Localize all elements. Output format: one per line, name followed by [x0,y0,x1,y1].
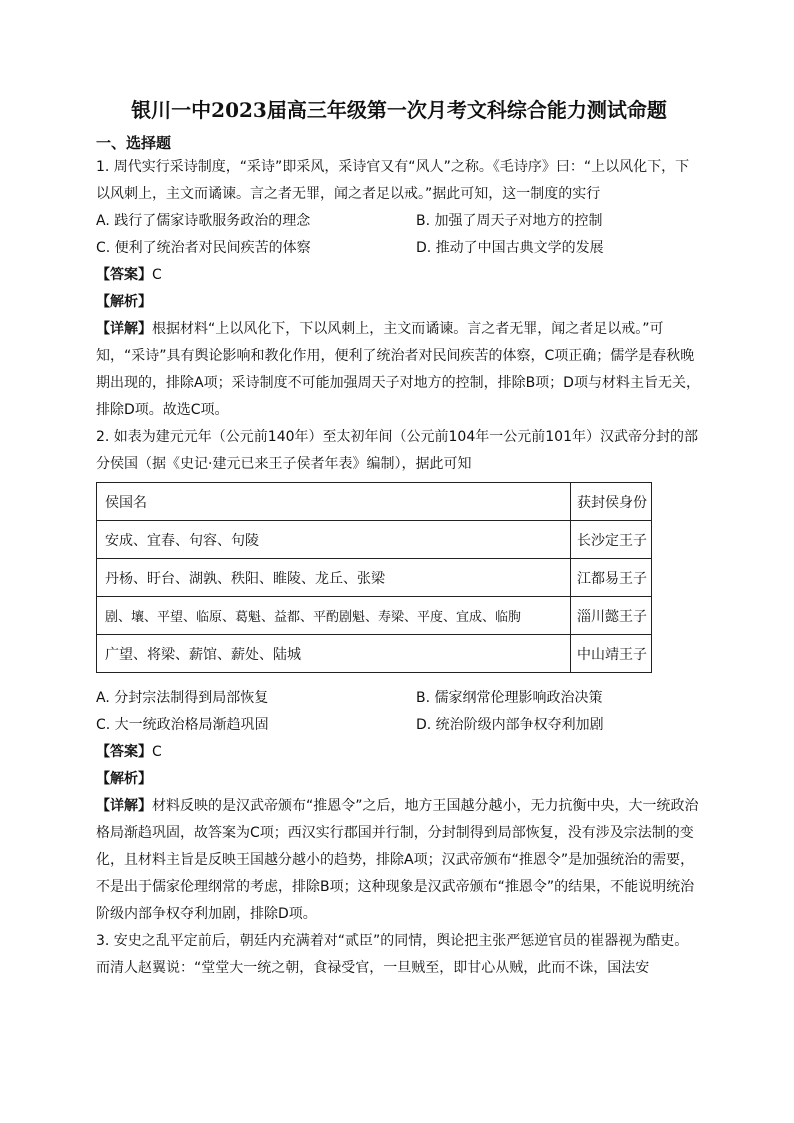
answer-value: C [152,267,162,283]
question-3-stem: 3. 安史之乱平定前后，朝廷内充满着对“贰臣”的同情，舆论把主张严惩逆官员的崔器视为酷吏。而清人赵翼说：“堂堂大一统之朝，食禄受官，一旦贼至，即甘心从贼，此而不诛，国法安 [96,933,689,976]
table-cell: 丹杨、盱台、湖孰、秩阳、睢陵、龙丘、张梁 [97,559,571,597]
table-row [97,635,652,673]
option-c: C. 大一统政治格局渐趋巩固 [96,717,269,733]
option-c: C. 便利了统治者对民间疾苦的体察 [96,240,311,256]
document-page [96,96,700,982]
question-2-options [96,685,700,739]
option-d: D. 推动了中国古典文学的发展 [416,240,604,256]
answer-tag: 【答案】 [96,744,152,760]
detail-tag: 【详解】 [96,321,152,337]
analysis-tag: 【解析】 [96,771,152,787]
detail-tag: 【详解】 [96,798,152,814]
table-cell: 淄川懿王子 [571,597,652,635]
table-cell: 广望、将梁、薪馆、薪处、陆城 [97,635,571,673]
option-a: A. 践行了儒家诗歌服务政治的理念 [96,213,311,229]
option-d: D. 统治阶级内部争权夺利加剧 [416,717,604,733]
answer-tag: 【答案】 [96,267,152,283]
table-cell: 长沙定王子 [571,521,652,559]
table-row [97,521,652,559]
table-row [97,597,652,635]
detail-paragraph [96,793,700,928]
table-header-row [97,483,652,521]
option-b: B. 加强了周天子对地方的控制 [416,213,603,229]
answer-value: C [152,744,162,760]
section-heading: 一、选择题 [96,134,172,152]
table-cell: 安成、宜春、句容、句陵 [97,521,571,559]
detail-text: 根据材料“上以风化下，下以风刺上，主文而谲谏。言之者无罪，闻之者足以戒。”可知，“采诗”具有舆论影响和教化作用，便利了统治者对民间疾苦的体察，C项正确；儒学是春秋晚期出现的，排除A项；采诗制度不可能加强周天子对地方的控制，排除B项；D项与材料主旨无关，排除D项。故选C项。 [96,321,700,418]
answer-line [96,262,700,289]
option-b: B. 儒家纲常伦理影响政治决策 [416,690,603,706]
detail-paragraph [96,316,700,424]
question-1-options [96,208,700,262]
answer-line [96,739,700,766]
table-cell: 剧、壤、平望、临原、葛魁、益都、平酌剧魁、寿梁、平度、宜成、临朐 [97,597,571,635]
fief-table [96,482,652,673]
detail-text: 材料反映的是汉武帝颁布“推恩令”之后，地方王国越分越小，无力抗衡中央，大一统政治格局渐趋巩固，故答案为C项；西汉实行郡国并行制，分封制得到局部恢复，没有涉及宗法制的变化，且材料主旨是反映王国越分越小的趋势，排除A项；汉武帝颁布“推恩令”是加强统治的需要，不是出于儒家伦理纲常的考虑，排除B项；这种现象是汉武帝颁布“推恩令”的结果，不能说明统治阶级内部争权夺利加剧，排除D项。 [96,798,699,922]
option-a: A. 分封宗法制得到局部恢复 [96,690,269,706]
table-row [97,559,652,597]
analysis-tag: 【解析】 [96,294,152,310]
table-cell: 江都易王子 [571,559,652,597]
table-header: 获封侯身份 [571,483,652,521]
question-1-stem: 1. 周代实行采诗制度，“采诗”即采风，采诗官又有“风人”之称。《毛诗序》曰：“上以风化下，下以风刺上，主文而谲谏。言之者无罪，闻之者足以戒。”据此可知，这一制度的实行 [96,159,690,202]
question-2-stem: 2. 如表为建元元年（公元前140年）至太初年间（公元前104年一公元前101年）汉武帝分封的部分侯国（据《史记·建元已来王子侯者年表》编制），据此可知 [96,429,698,472]
table-cell: 中山靖王子 [571,635,652,673]
page-title: 银川一中2023届高三年级第一次月考文科综合能力测试命题 [131,98,667,122]
table-header: 侯国名 [97,483,571,521]
